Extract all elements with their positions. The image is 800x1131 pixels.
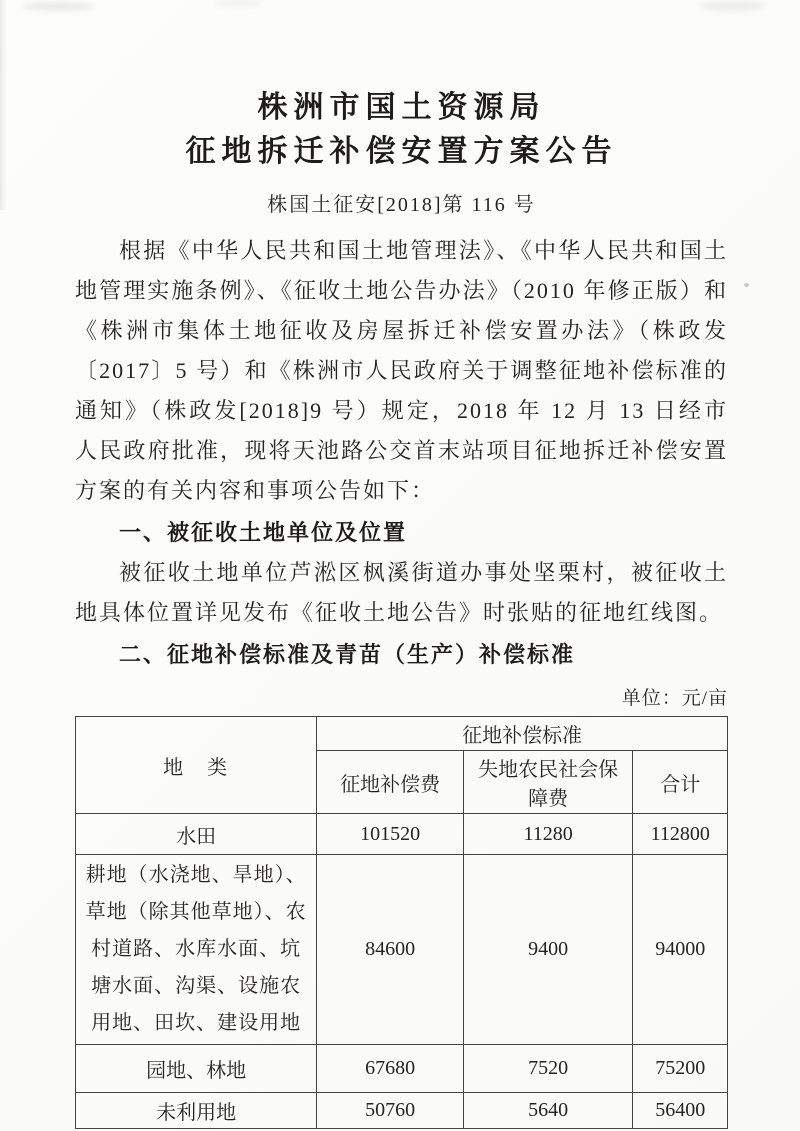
column-header-social-security-fee: 失地农民社会保障费: [463, 751, 633, 814]
table-row: [76, 1093, 728, 1129]
cell-social-security: 11280: [463, 814, 633, 855]
cell-compensation: 101520: [317, 814, 464, 855]
column-header-total: 合计: [633, 751, 728, 814]
cell-land-type: 未利用地: [76, 1093, 317, 1129]
cell-social-security: 5640: [463, 1093, 633, 1129]
scan-artifact: [744, 283, 749, 287]
section-1-paragraph: 被征收土地单位芦淞区枫溪街道办事处坚栗村，被征收土地具体位置详见发布《征收土地公告》时张贴的征地红线图。: [75, 560, 728, 625]
cell-total: 56400: [633, 1093, 728, 1129]
column-header-land-type: 地 类: [76, 717, 317, 814]
cell-land-type: 耕地（水浇地、旱地）、草地（除其他草地）、农村道路、水库水面、坑塘水面、沟渠、设施农用地、田坎、建设用地: [76, 855, 317, 1045]
cell-social-security: 9400: [463, 855, 633, 1045]
cell-compensation: 50760: [317, 1093, 464, 1129]
cell-total: 94000: [633, 855, 728, 1045]
column-header-compensation-fee: 征地补偿费: [317, 751, 464, 814]
column-group-header: 征地补偿标准: [317, 717, 728, 751]
paragraph-legal-basis: 根据《中华人民共和国土地管理法》、《中华人民共和国土地管理实施条例》、《征收土地公告办法》（2010 年修正版）和《株洲市集体土地征收及房屋拆迁补偿安置办法》（株政发〔2017〕5 号）和《株洲市人民政府关于调整征地补偿标准的通知》（株政发[2018]9 号）规定，2018 年 12 月 13 日经市人民政府批准，现将天池路公交首末站项目征地拆迁补偿安置方案的有关内容和事项公告如下：: [75, 238, 728, 503]
scan-edge-artifact: [0, 0, 7, 210]
cell-land-type: 水田: [76, 814, 317, 855]
document-number: 株国土征安[2018]第 116 号: [267, 194, 536, 216]
cell-land-type: 园地、林地: [76, 1045, 317, 1093]
section-1-heading: 一、被征收土地单位及位置: [119, 520, 408, 545]
cell-compensation: 67680: [317, 1045, 464, 1093]
cell-compensation: 84600: [317, 855, 464, 1045]
cell-social-security: 7520: [463, 1045, 633, 1093]
document-title-line-1: 株洲市国土资源局: [257, 91, 546, 124]
section-2-heading: 二、征地补偿标准及青苗（生产）补偿标准: [119, 642, 576, 667]
compensation-table: [75, 716, 728, 1129]
table-row: [76, 855, 728, 1045]
table-row: [76, 1045, 728, 1093]
document-title-line-2: 征地拆迁补偿安置方案公告: [185, 135, 618, 168]
cell-total: 75200: [633, 1045, 728, 1093]
table-row: [76, 814, 728, 855]
table-unit-label: 单位：元/亩: [621, 688, 728, 709]
cell-total: 112800: [633, 814, 728, 855]
